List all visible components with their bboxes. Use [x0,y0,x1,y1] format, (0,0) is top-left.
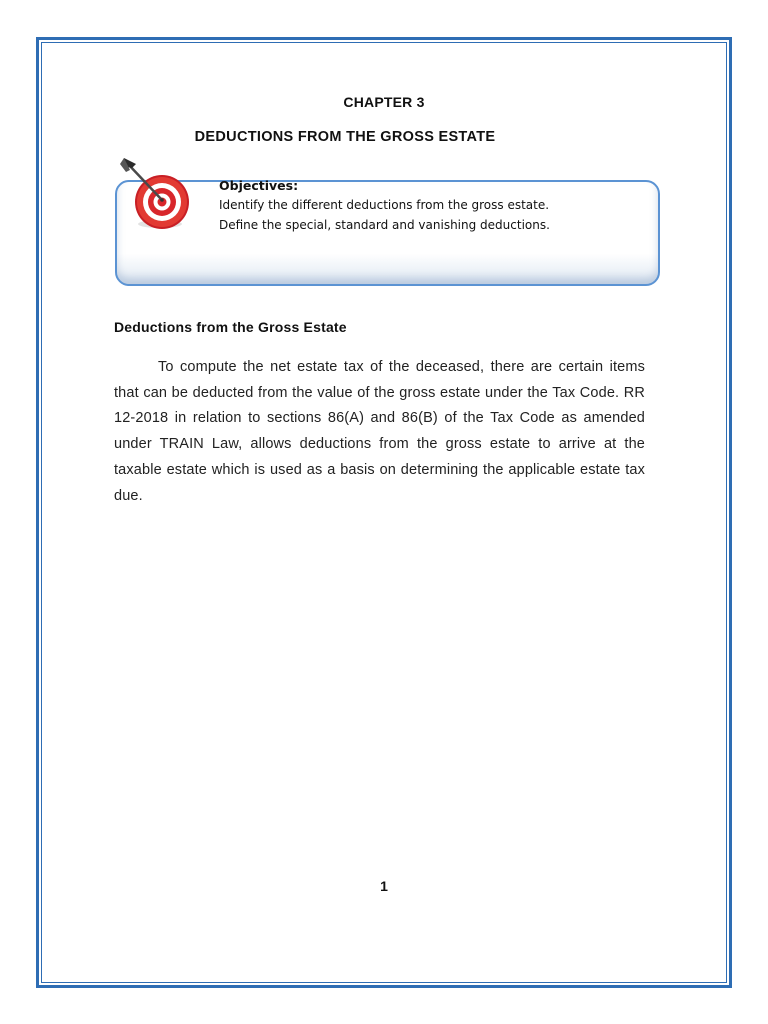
body-paragraph: To compute the net estate tax of the deceased, there are certain items that can be deducted from the value of the gross estate under the Tax Code. RR 12-2018 in relation to sections 86(A) and 86(B) of the Tax Code as amended under TRAIN Law, allows deductions from the gross estate to arrive at the taxable estate which is used as a basis on determining the applicable estate tax due. [114,359,645,504]
chapter-title: DEDUCTIONS FROM THE GROSS ESTATE [194,129,496,145]
chapter-label: CHAPTER 3 [343,94,425,110]
objective-item: Define the special, standard and vanishing deductions. [219,218,550,232]
section-heading: Deductions from the Gross Estate [114,319,347,335]
target-dart-icon [116,154,196,234]
page-number: 1 [380,878,388,894]
objectives-box [115,180,660,286]
objectives-heading: Objectives: [219,178,299,193]
objective-item: Identify the different deductions from the gross estate. [219,198,550,212]
